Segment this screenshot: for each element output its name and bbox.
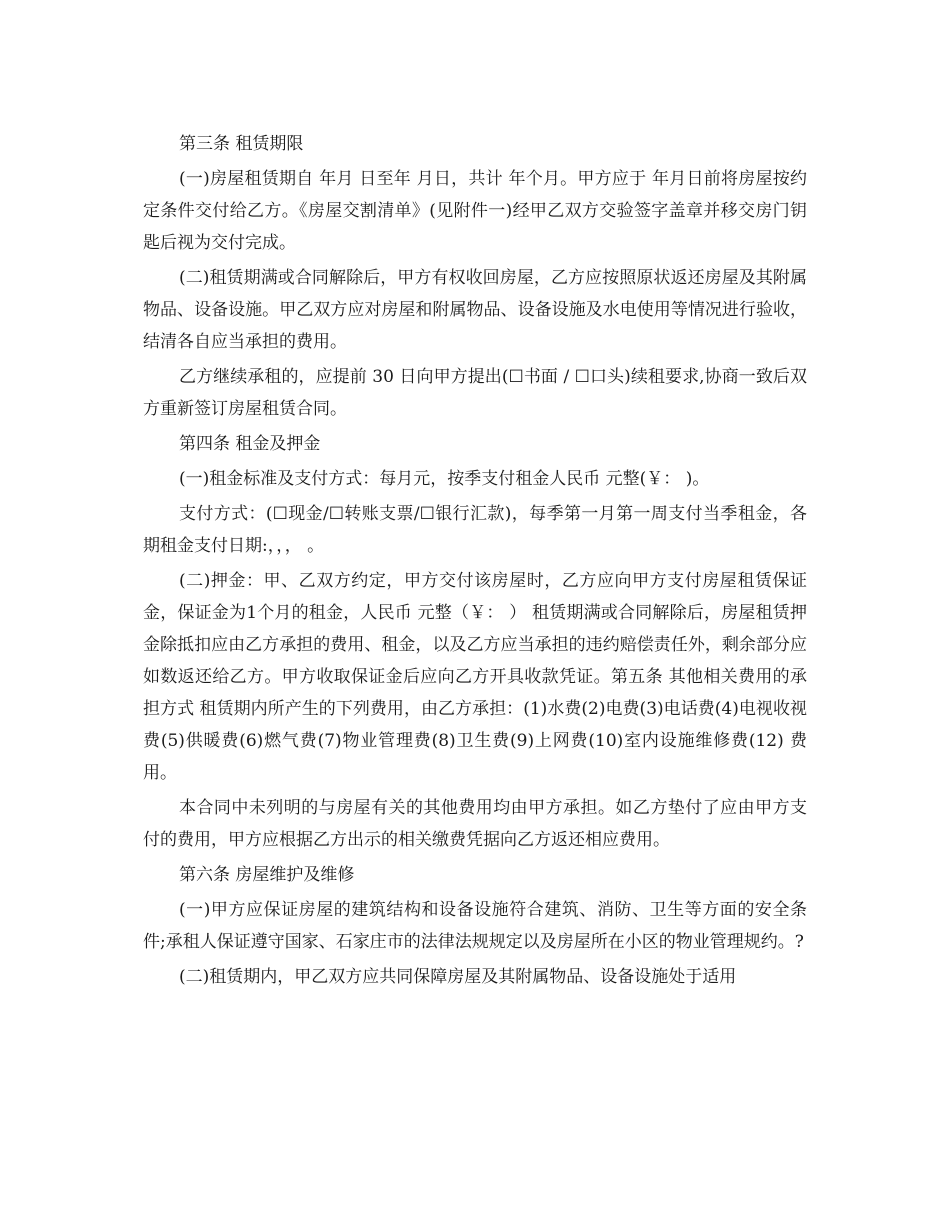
- section-heading-article-6: 第六条 房屋维护及维修: [179, 865, 355, 885]
- paragraph: (二)租赁期满或合同解除后，甲方有权收回房屋，乙方应按照原状返还房屋及其附属物品、设备设施。甲乙双方应对房屋和附属物品、设备设施及水电使用等情况进行验收，结清各自应当承担的费用。: [143, 268, 807, 352]
- paragraph: (一)租金标准及支付方式：每月元，按季支付租金人民币 元整(￥： )。: [179, 469, 710, 489]
- paragraph: 本合同中未列明的与房屋有关的其他费用均由甲方承担。如乙方垫付了应由甲方支付的费用，甲方应根据乙方出示的相关缴费凭据向乙方返还相应费用。: [143, 798, 807, 850]
- paragraph: 支付方式：(☐现金/☐转账支票/☐银行汇款)，每季第一月第一周支付当季租金，各期租金支付日期:，，， 。: [143, 504, 807, 556]
- document-body: [143, 128, 807, 996]
- paragraph: (二)押金：甲、乙双方约定，甲方交付该房屋时，乙方应向甲方支付房屋租赁保证金，保证金为1个月的租金，人民币 元整（￥： ） 租赁期满或合同解除后，房屋租赁押金除抵扣应由乙方承担的费用、租金，以及乙方应当承担的违约赔偿责任外，剩余部分应如数返还给乙方。甲方收取保证金后应向乙方开具收款凭证。第五条 其他相关费用的承担方式 租赁期内所产生的下列费用，由乙方承担：(1)水费(2)电费(3)电话费(4)电视收视费(5)供暖费(6)燃气费(7)物业管理费(8)卫生费(9)上网费(10)室内设施维修费(12) 费用。: [143, 571, 807, 783]
- paragraph: (二)租赁期内，甲乙双方应共同保障房屋及其附属物品、设备设施处于适用: [179, 967, 737, 987]
- paragraph: (一)甲方应保证房屋的建筑结构和设备设施符合建筑、消防、卫生等方面的安全条件;承租人保证遵守国家、石家庄市的法律法规规定以及房屋所在小区的物业管理规约。?: [143, 900, 807, 952]
- paragraph: (一)房屋租赁期自 年月 日至年 月日，共计 年个月。甲方应于 年月日前将房屋按约定条件交付给乙方。《房屋交割清单》(见附件一)经甲乙双方交验签字盖章并移交房门钥匙后视为交付完成。: [143, 169, 807, 253]
- section-heading-article-4: 第四条 租金及押金: [179, 434, 321, 454]
- paragraph: 乙方继续承租的，应提前 30 日向甲方提出(☐书面 / ☐口头)续租要求,协商一致后双方重新签订房屋租赁合同。: [143, 367, 807, 419]
- section-heading-article-3: 第三条 租赁期限: [179, 134, 304, 154]
